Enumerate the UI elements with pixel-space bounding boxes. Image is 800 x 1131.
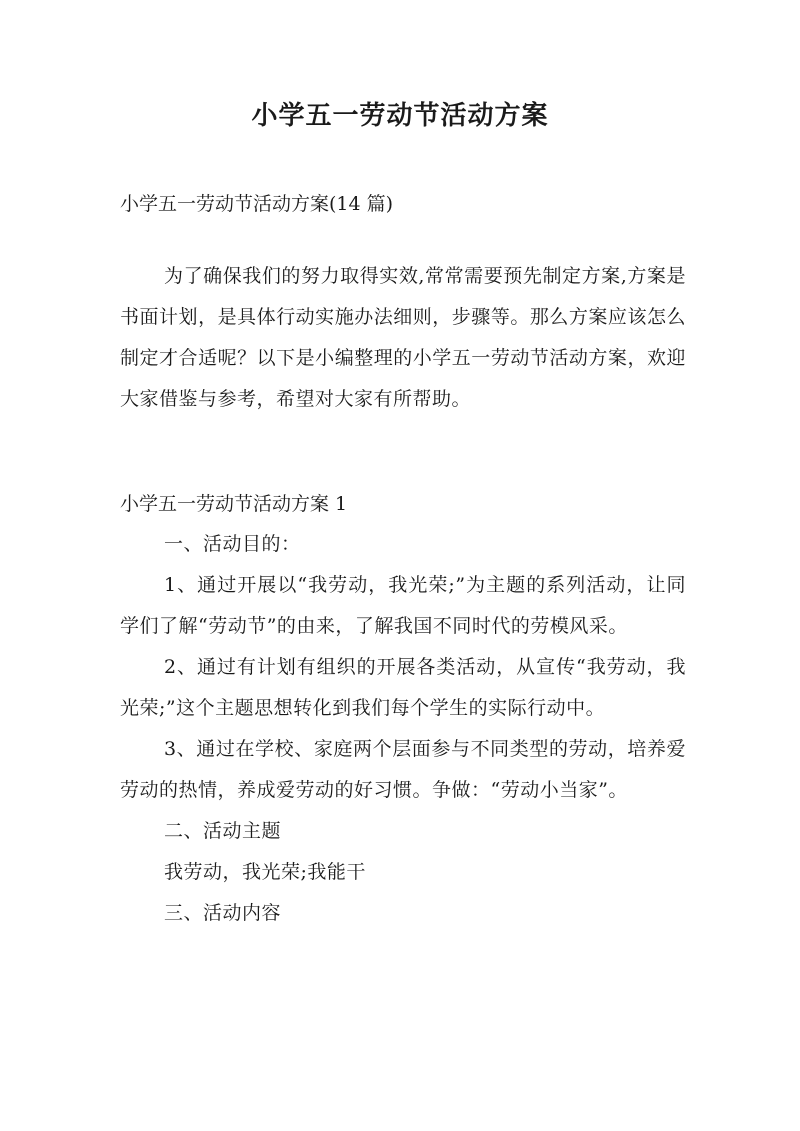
document-subtitle: 小学五一劳动节活动方案(14 篇) xyxy=(120,193,394,215)
section-heading: 小学五一劳动节活动方案 1 xyxy=(120,493,348,515)
section-body xyxy=(120,524,686,934)
purpose-item-3: 3、通过在学校、家庭两个层面参与不同类型的劳动，培养爱劳动的热情，养成爱劳动的好习惯。争做：“劳动小当家”。 xyxy=(120,738,686,801)
heading-activity-purpose: 一、活动目的： xyxy=(164,533,301,555)
purpose-item-2: 2、通过有计划有组织的开展各类活动，从宣传“我劳动，我光荣;”这个主题思想转化到我们每个学生的实际行动中。 xyxy=(120,656,686,719)
heading-activity-theme: 二、活动主题 xyxy=(164,820,282,842)
activity-theme-text: 我劳动，我光荣;我能干 xyxy=(164,861,366,883)
intro-paragraph: 为了确保我们的努力取得实效,常常需要预先制定方案,方案是书面计划，是具体行动实施办法细则，步骤等。那么方案应该怎么制定才合适呢？以下是小编整理的小学五一劳动节活动方案，欢迎大家借鉴与参考，希望对大家有所帮助。 xyxy=(120,265,686,410)
document-title: 小学五一劳动节活动方案 xyxy=(251,101,549,131)
heading-activity-content: 三、活动内容 xyxy=(164,902,282,924)
purpose-item-1: 1、通过开展以“我劳动，我光荣;”为主题的系列活动，让同学们了解“劳动节”的由来，了解我国不同时代的劳模风采。 xyxy=(120,574,686,637)
